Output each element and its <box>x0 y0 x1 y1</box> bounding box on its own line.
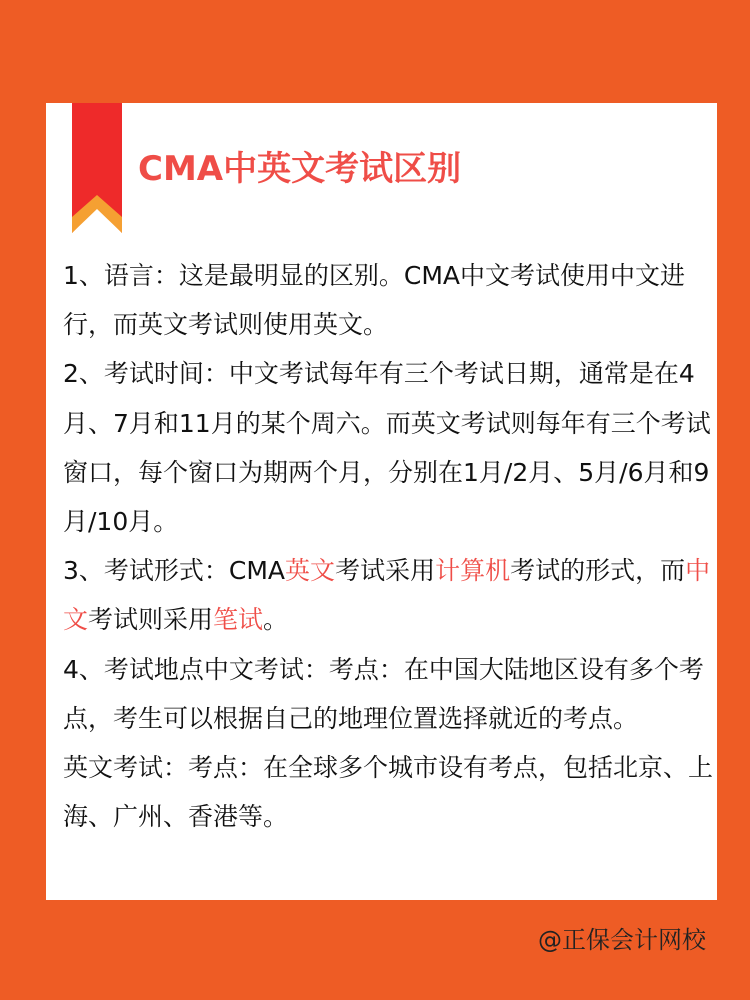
highlight-written-exam: 笔试 <box>213 605 264 635</box>
page-title: CMA中英文考试区别 <box>138 149 462 189</box>
text-segment: 考试的形式，而 <box>510 556 686 586</box>
paragraph-exam-location-english: 英文考试：考点：在全球多个城市设有考点，包括北京、上海、广州、香港等。 <box>63 753 714 832</box>
paragraph-language: 1、语言：这是最明显的区别。CMA中文考试使用中文进行，而英文考试则使用英文。 <box>63 261 686 340</box>
highlight-computer: 计算机 <box>435 556 511 586</box>
content-card <box>46 103 717 900</box>
article-body <box>63 251 713 841</box>
text-segment: 3、考试形式：CMA <box>63 556 286 586</box>
bookmark-ribbon-icon <box>72 103 122 233</box>
highlight-chinese: 中文 <box>63 556 711 635</box>
text-segment: 。 <box>263 605 289 635</box>
text-segment: 考试则采用 <box>88 605 214 635</box>
highlight-english: 英文 <box>285 556 336 586</box>
text-segment: 考试采用 <box>335 556 436 586</box>
paragraph-exam-format <box>63 546 713 644</box>
paragraph-exam-time: 2、考试时间：中文考试每年有三个考试日期，通常是在4月、7月和11月的某个周六。而英文考试则每年有三个考试窗口，每个窗口为期两个月，分别在1月/2月、5月/6月和9月/10月。 <box>63 359 711 537</box>
brand-watermark: @正保会计网校 <box>538 926 706 954</box>
paragraph-exam-location-chinese: 4、考试地点中文考试：考点：在中国大陆地区设有多个考点，考生可以根据自己的地理位置选择就近的考点。 <box>63 654 704 733</box>
